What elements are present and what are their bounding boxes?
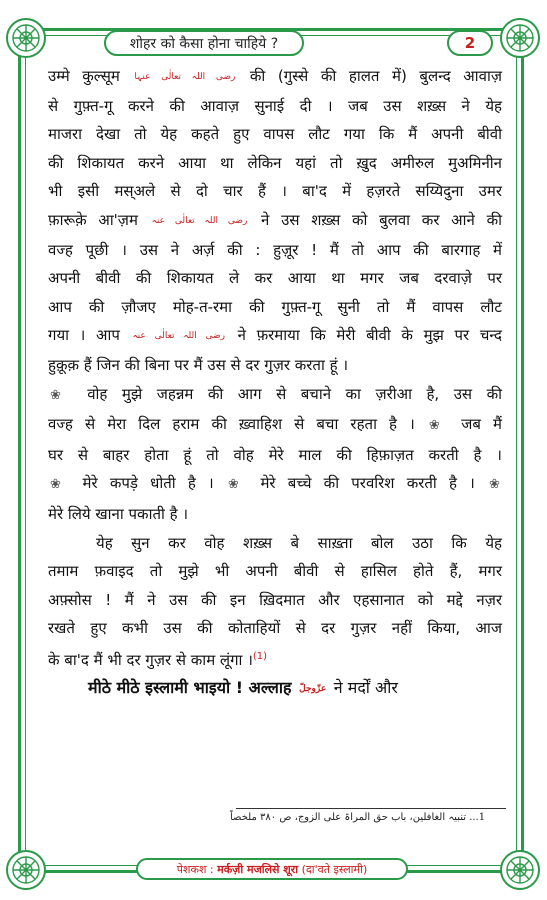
rosette-ornament-icon [500,18,540,58]
flower-bullet-icon: ❀ [227,477,247,493]
footnote-divider [236,808,506,809]
text-line [48,206,502,236]
text-span: ने मर्दों और [333,678,398,698]
text-span: वोह मुझे जहन्नम की आग से बचाने का ज़रीआ है, उस की [87,384,502,403]
text-span: ने उस शख़्स को बुलवा कर आने की [261,210,502,229]
text-line: माजरा देखा तो येह कहते हुए वापस लौट गया कि मैं अपनी बीवी [48,125,502,144]
text-line [48,410,502,441]
text-span: मेरे कपड़े धोती है । [82,474,214,493]
text-line [48,321,502,351]
publisher-footer [136,858,408,880]
text-span: फ़ारूक़े आ'ज़म [48,210,138,229]
flower-bullet-icon: ❀ [50,477,69,493]
text-line: की शिकायत करने आया था लेकिन यहां तो ख़ुद अमीरुल मुअमिनीन [48,153,502,172]
footer-org: मर्कज़ी मजलिसे शूरा [217,862,299,876]
text-span: मीठे मीठे इस्लामी भाइयो ! अल्लाह [88,678,292,698]
text-line: येह सुन कर वोह शख़्स बे साख़्ता बोल उठा कि येह [96,533,502,552]
text-line: अपनी बीवी की शिकायत ले कर आया था मगर जब दरवाज़े पर [48,269,502,288]
text-line: तमाम फ़वाइद तो मुझे भी अपनी बीवी से हासिल होते हैं, मगर [48,562,502,581]
running-header-title: शोहर को कैसा होना चाहिये ? [104,30,304,56]
text-line [48,469,502,500]
text-line [48,380,502,411]
flower-bullet-icon: ❀ [489,477,500,493]
text-span: के बा'द मैं भी दर गुज़र से काम लूंगा । [48,650,253,669]
text-span: वज्ह से मेरा दिल हराम की ख़्वाहिश से बचा रहता है । [48,415,415,434]
honorific-calligraphy: رضی اللہ تعالٰی عنہ [132,331,225,342]
page-number: 2 [447,30,493,56]
footer-suffix: (दा'वते इस्लामी) [301,862,368,876]
text-line: हुक़ूक़ हैं जिन की बिना पर मैं उस से दर गुज़र करता हूं । [48,355,349,374]
rosette-ornament-icon [6,850,46,890]
body-text [48,62,502,704]
text-line: घर से बाहर होता हूं तो वोह मेरे माल की हिफ़ाज़त करती है । [48,445,502,464]
rosette-ornament-icon [500,850,540,890]
text-line: आप की ज़ौजए मोह-त-रमा की गुफ़्त-गू सुनी तो मैं वापस लौट [48,297,502,316]
honorific-calligraphy: عزّوجلّ [299,684,327,695]
footer-prefix: पेशकश : [176,862,214,876]
text-span: ने फ़रमाया कि मेरी बीवी के मुझ पर चन्द [237,326,502,345]
text-span: उम्मे कुल्सूम [48,67,120,85]
text-span: मेरे बच्चे की परवरिश करती है । [260,474,475,493]
footnote-text: 1... تنبیہ الغافلین، باب حق المراۃ علی الزوج، ص ۳۸۰ ملخصاً [230,812,486,823]
text-span: गया । आप [48,326,120,345]
text-line [48,643,502,675]
text-line: अफ़्सोस ! मैं ने उस की इन ख़िदमात और एहसानात को मद्दे नज़र [48,590,502,609]
honorific-calligraphy: رضی اللہ تعالٰی عنہا [134,72,236,82]
honorific-calligraphy: رضی اللہ تعالٰی عنہ [151,215,248,226]
text-span: की (गुस्से की हालत में) बुलन्द आवाज़ [249,67,502,85]
footnote-marker[interactable]: (1) [252,650,268,662]
flower-bullet-icon: ❀ [50,387,71,403]
text-line: भी इसी मस्अले से दो चार हैं । बा'द में हज़रते सय्यिदुना उमर [48,182,502,201]
text-line [48,62,502,92]
text-line: रखते हुए कभी उस की कोताहियों से दर गुज़र नहीं किया, आज [48,619,502,638]
flower-bullet-icon: ❀ [428,418,448,434]
text-line: वज्ह पूछी । उस ने अर्ज़ की : हुज़ूर ! मैं तो आप की बारगाह में [48,240,502,259]
rosette-ornament-icon [6,18,46,58]
text-line: से गुफ़्त-गू करने की आवाज़ सुनाई दी । जब उस शख़्स ने येह [48,96,502,115]
text-line [48,674,502,704]
text-span: जब मैं [461,415,502,434]
text-line: मेरे लिये खाना पकाती है । [48,504,189,523]
